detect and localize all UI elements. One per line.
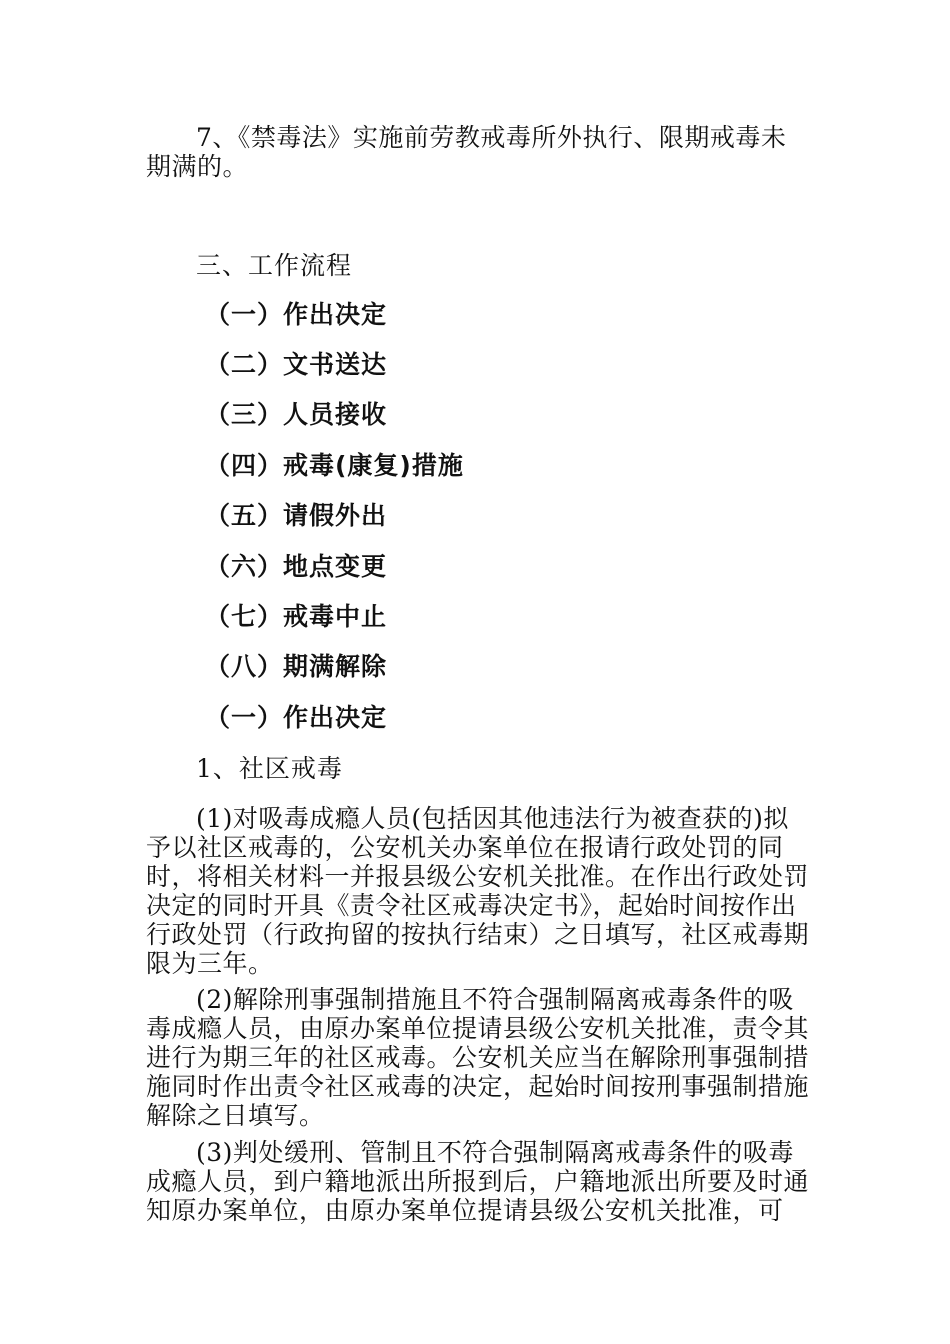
workflow-item-6: （六）地点变更 (205, 552, 388, 581)
subsection-title: 1、社区戒毒 (196, 754, 343, 783)
workflow-item-5: （五）请假外出 (205, 501, 388, 530)
paragraph-2: (2)解除刑事强制措施且不符合强制隔离戒毒条件的吸毒成瘾人员，由原办案单位提请县级公安机关批准，责令其进行为期三年的社区戒毒。公安机关应当在解除刑事强制措施同时作出责令社区戒毒的决定，起始时间按刑事强制措施解除之日填写。 (146, 985, 810, 1130)
workflow-item-4: （四）戒毒(康复)措施 (205, 451, 464, 480)
workflow-item-1: （一）作出决定 (205, 300, 388, 329)
paragraph-3: (3)判处缓刑、管制且不符合强制隔离戒毒条件的吸毒成瘾人员，到户籍地派出所报到后，户籍地派出所要及时通知原办案单位，由原办案单位提请县级公安机关批准，可 (146, 1138, 810, 1225)
workflow-item-3: （三）人员接收 (205, 400, 388, 429)
workflow-item-2: （二）文书送达 (205, 350, 388, 379)
workflow-item-8: （八）期满解除 (205, 652, 388, 681)
workflow-item-7: （七）戒毒中止 (205, 602, 388, 631)
section-title: 三、工作流程 (196, 251, 353, 280)
paragraph-item-7: 7、《禁毒法》实施前劳教戒毒所外执行、限期戒毒未期满的。 (146, 123, 787, 181)
paragraph-1: (1)对吸毒成瘾人员(包括因其他违法行为被查获的)拟予以社区戒毒的，公安机关办案单位在报请行政处罚的同时，将相关材料一并报县级公安机关批准。在作出行政处罚决定的同时开具《责令社区戒毒决定书》，起始时间按作出行政处罚（行政拘留的按执行结束）之日填写，社区戒毒期限为三年。 (146, 804, 810, 978)
workflow-subsection-title: （一）作出决定 (205, 703, 388, 732)
